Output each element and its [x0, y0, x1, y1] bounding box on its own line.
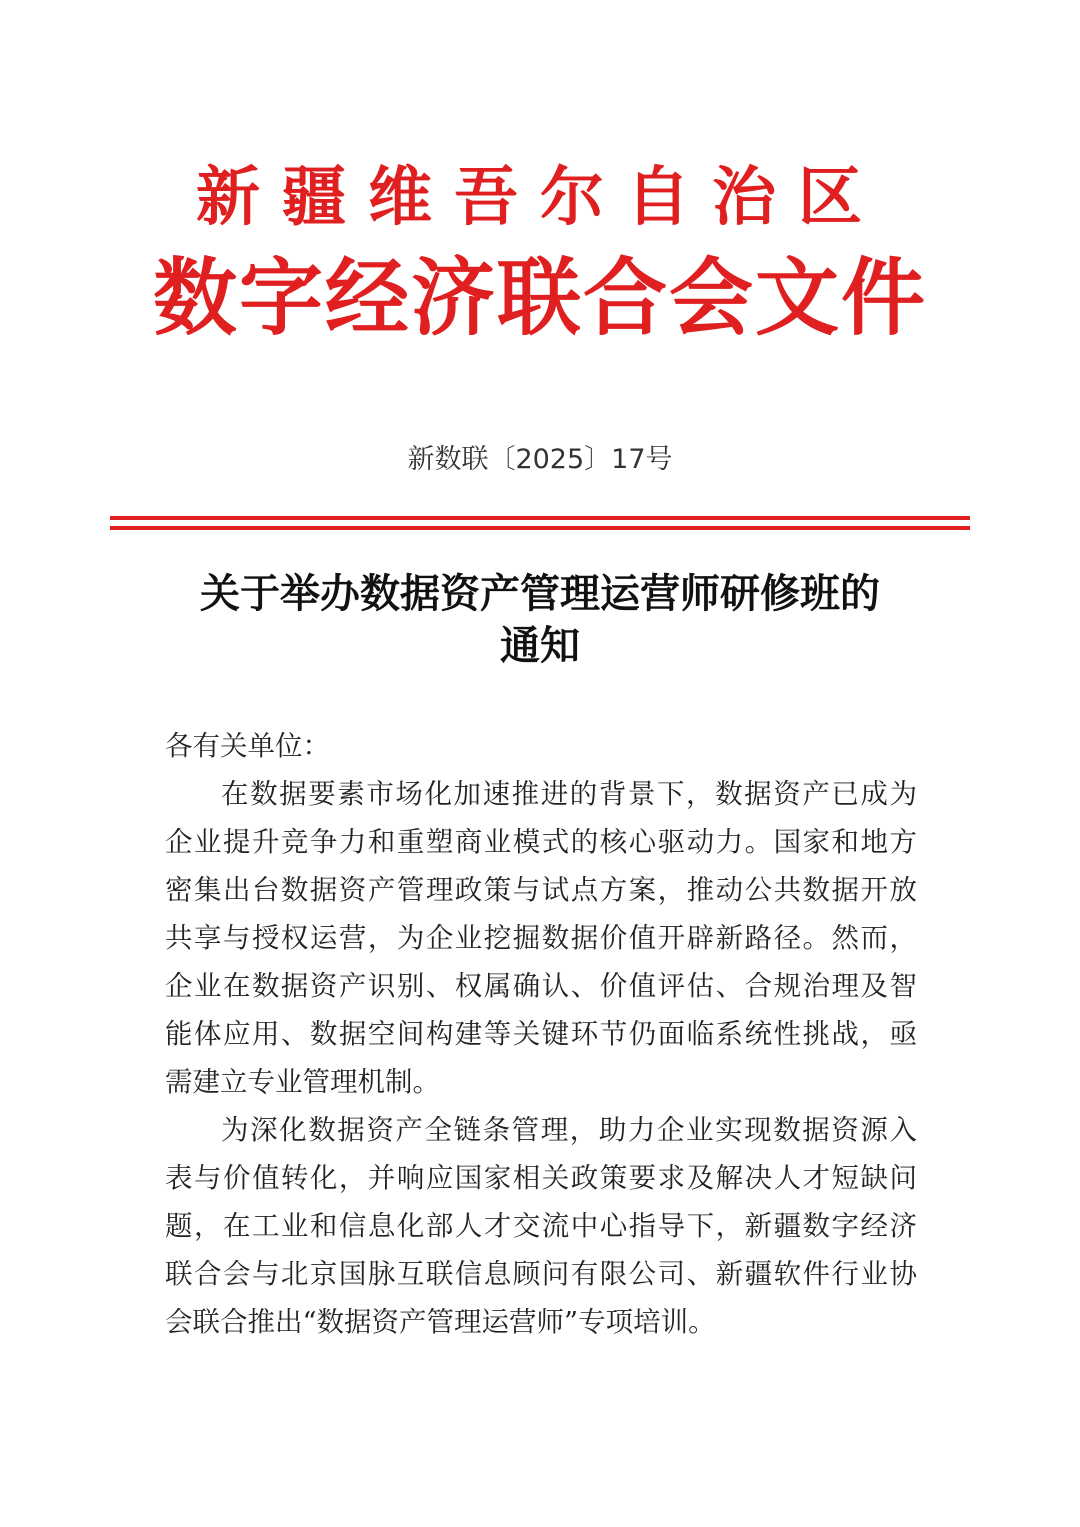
title-line-2: 通知	[500, 623, 580, 669]
paragraph-line: 会联合推出“数据资产管理运营师”专项培训。	[165, 1306, 716, 1338]
paragraph-line: 在数据要素市场化加速推进的背景下，数据资产已成为	[221, 778, 917, 810]
red-divider-bottom	[110, 526, 970, 530]
paragraph-line: 企业在数据资产识别、权属确认、价值评估、合规治理及智	[165, 970, 917, 1002]
title-line-1: 关于举办数据资产管理运营师研修班的	[200, 571, 880, 617]
paragraph-line: 共享与授权运营，为企业挖掘数据价值开辟新路径。然而，	[165, 922, 917, 954]
issuer-name-line2: 数字经济联合会文件	[152, 248, 927, 347]
paragraph-line: 题，在工业和信息化部人才交流中心指导下，新疆数字经济	[165, 1210, 917, 1242]
paragraph-2	[165, 1106, 917, 1346]
salutation: 各有关单位：	[165, 730, 330, 762]
document-number: 新数联〔2025〕17号	[407, 444, 673, 475]
paragraph-line: 联合会与北京国脉互联信息顾问有限公司、新疆软件行业协	[165, 1258, 917, 1290]
red-divider-top	[110, 516, 970, 520]
paragraph-1	[165, 770, 917, 1106]
document-body	[165, 722, 917, 1346]
paragraph-line: 为深化数据资产全链条管理，助力企业实现数据资源入	[221, 1114, 917, 1146]
paragraph-line: 表与价值转化，并响应国家相关政策要求及解决人才短缺问	[165, 1162, 917, 1194]
paragraph-line: 企业提升竞争力和重塑商业模式的核心驱动力。国家和地方	[165, 826, 917, 858]
document-title	[150, 568, 930, 672]
issuer-name-line1: 新疆维吾尔自治区	[196, 160, 884, 235]
paragraph-line: 能体应用、数据空间构建等关键环节仍面临系统性挑战，亟	[165, 1018, 917, 1050]
paragraph-line: 需建立专业管理机制。	[165, 1066, 440, 1098]
paragraph-line: 密集出台数据资产管理政策与试点方案，推动公共数据开放	[165, 874, 917, 906]
